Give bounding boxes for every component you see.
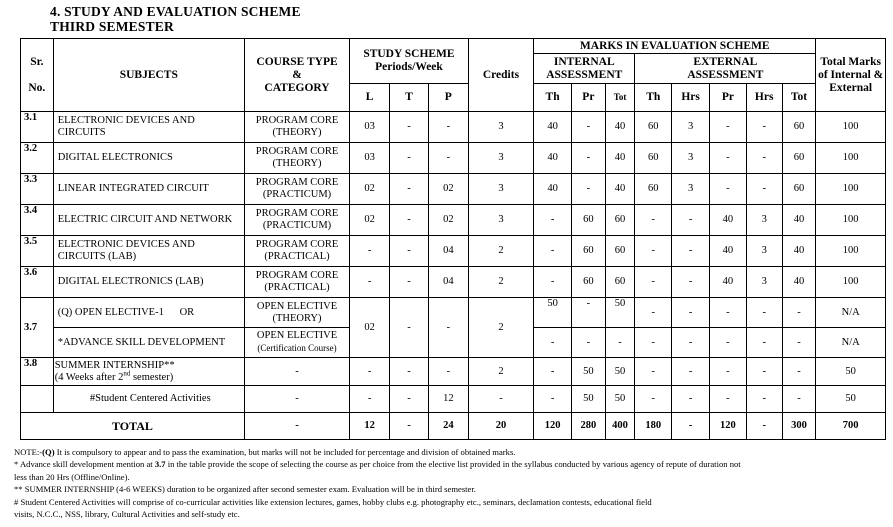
ext-pr-cell: -	[710, 174, 747, 205]
table-row	[21, 386, 886, 413]
subjects-header: SUBJECTS	[53, 39, 244, 112]
ext-tot-cell: 40	[782, 236, 816, 267]
notes-section	[14, 446, 890, 520]
credits-cell: 2	[468, 236, 533, 267]
int-th-cell: -	[534, 236, 572, 267]
study-scheme-header: STUDY SCHEME Periods/Week	[350, 39, 469, 84]
credits-cell: -	[468, 386, 533, 413]
ext-hrs-cell: 3	[672, 112, 710, 143]
sr-cell: 3.7	[21, 298, 54, 358]
total-label: TOTAL	[21, 413, 245, 440]
note-advance-skill: * Advance skill development mention at 3.7 in the table provide the scope of selecting the course as per choice from the elective list provided in the syllabus conducted by various agency of repute of duration not	[14, 459, 741, 470]
ext-hrs2-cell: -	[746, 298, 782, 328]
credits-cell: 3	[468, 143, 533, 174]
evaluation-scheme-table	[20, 38, 886, 440]
sr-cell: 3.2	[21, 143, 54, 174]
sr-cell	[21, 386, 54, 413]
int-tot-cell: 40	[605, 112, 635, 143]
table-row	[21, 358, 886, 386]
ext-hrs-cell: -	[672, 205, 710, 236]
int-th-cell: -	[534, 267, 572, 298]
p-cell: 02	[428, 174, 468, 205]
total-cell: 50	[816, 358, 886, 386]
int-pr-cell: -	[572, 328, 606, 358]
ext-th-cell: -	[635, 358, 672, 386]
subject-cell: *ADVANCE SKILL DEVELOPMENT	[53, 328, 244, 358]
int-tot-cell: 40	[605, 143, 635, 174]
p-cell: 12	[428, 386, 468, 413]
l-cell: 12	[350, 413, 390, 440]
course-type-cell: PROGRAM CORE (PRACTICAL)	[244, 267, 349, 298]
table-row	[21, 236, 886, 267]
subject-cell: ELECTRIC CIRCUIT AND NETWORK	[53, 205, 244, 236]
total-cell: 100	[816, 267, 886, 298]
course-type-cell: -	[244, 413, 349, 440]
subject-cell: LINEAR INTEGRATED CIRCUIT	[53, 174, 244, 205]
int-tot-cell: 40	[605, 174, 635, 205]
course-type-cell: PROGRAM CORE (PRACTICAL)	[244, 236, 349, 267]
ext-hrs2-cell: -	[746, 358, 782, 386]
total-cell: 100	[816, 143, 886, 174]
ext-tot-cell: 40	[782, 267, 816, 298]
ext-th-cell: 60	[635, 174, 672, 205]
ext-hrs-cell: -	[672, 328, 710, 358]
ext-hrs-cell: -	[672, 358, 710, 386]
marks-evaluation-header: MARKS IN EVALUATION SCHEME	[534, 39, 816, 54]
ext-pr-cell: 120	[710, 413, 747, 440]
ext-pr-header: Pr	[710, 84, 747, 112]
int-pr-cell: -	[572, 298, 606, 328]
total-row	[21, 413, 886, 440]
credits-cell: 2	[468, 298, 533, 358]
credits-cell: 2	[468, 267, 533, 298]
int-th-header: Th	[534, 84, 572, 112]
int-tot-cell: -	[605, 328, 635, 358]
int-tot-cell: 60	[605, 236, 635, 267]
semester-title: THIRD SEMESTER	[50, 19, 174, 34]
ext-tot-cell: -	[782, 386, 816, 413]
ext-hrs2-cell: -	[746, 174, 782, 205]
ext-hrs-cell: 3	[672, 174, 710, 205]
section-heading	[50, 4, 301, 34]
l-cell: 03	[350, 112, 390, 143]
l-cell: -	[350, 358, 390, 386]
ext-hrs2-header: Hrs	[746, 84, 782, 112]
total-cell: 700	[816, 413, 886, 440]
total-cell: 100	[816, 174, 886, 205]
t-cell: -	[390, 358, 429, 386]
credits-cell: 3	[468, 174, 533, 205]
t-cell: -	[390, 143, 429, 174]
subject-cell: SUMMER INTERNSHIP** (4 Weeks after 2nd semester)	[53, 358, 244, 386]
p-cell: 02	[428, 205, 468, 236]
ext-hrs2-cell: 3	[746, 205, 782, 236]
course-type-cell: PROGRAM CORE (PRACTICUM)	[244, 174, 349, 205]
ext-th-cell: -	[635, 205, 672, 236]
int-th-cell: 40	[534, 112, 572, 143]
subject-cell: #Student Centered Activities	[53, 386, 244, 413]
int-th-cell: 40	[534, 143, 572, 174]
p-header: P	[428, 84, 468, 112]
table-row	[21, 298, 886, 328]
credits-cell: 2	[468, 358, 533, 386]
l-cell: -	[350, 267, 390, 298]
t-header: T	[390, 84, 429, 112]
internal-assessment-header: INTERNAL ASSESSMENT	[534, 54, 635, 84]
table-row	[21, 205, 886, 236]
sr-cell: 3.5	[21, 236, 54, 267]
external-assessment-header: EXTERNAL ASSESSMENT	[635, 54, 816, 84]
course-type-cell: -	[244, 358, 349, 386]
int-th-cell: 120	[534, 413, 572, 440]
subject-cell: DIGITAL ELECTRONICS	[53, 143, 244, 174]
int-tot-cell: 400	[605, 413, 635, 440]
l-header: L	[350, 84, 390, 112]
int-pr-header: Pr	[572, 84, 606, 112]
table-row	[21, 143, 886, 174]
ext-pr-cell: -	[710, 386, 747, 413]
course-type-cell: PROGRAM CORE (PRACTICUM)	[244, 205, 349, 236]
int-tot-cell: 50	[605, 386, 635, 413]
int-tot-cell: 60	[605, 205, 635, 236]
int-th-cell: -	[534, 358, 572, 386]
total-cell: N/A	[816, 298, 886, 328]
total-marks-header: Total Marks of Internal & External	[816, 39, 886, 112]
ext-th-cell: 180	[635, 413, 672, 440]
total-cell: N/A	[816, 328, 886, 358]
ext-hrs2-cell: -	[746, 112, 782, 143]
int-th-cell: 40	[534, 174, 572, 205]
ext-tot-cell: -	[782, 358, 816, 386]
ext-th-cell: -	[635, 328, 672, 358]
ext-th-cell: -	[635, 267, 672, 298]
ext-th-cell: 60	[635, 112, 672, 143]
sr-cell: 3.1	[21, 112, 54, 143]
ext-hrs-cell: -	[672, 267, 710, 298]
ext-hrs-cell: -	[672, 236, 710, 267]
int-th-cell: 50	[534, 298, 572, 328]
p-cell: -	[428, 112, 468, 143]
ext-hrs2-cell: 3	[746, 236, 782, 267]
note-activities-cont: visits, N.C.C., NSS, library, Cultural Activities and self-study etc.	[14, 509, 240, 520]
total-cell: 100	[816, 112, 886, 143]
int-pr-cell: 60	[572, 236, 606, 267]
sr-cell: 3.8	[21, 358, 54, 386]
p-cell: -	[428, 358, 468, 386]
int-pr-cell: 280	[572, 413, 606, 440]
ext-tot-cell: 300	[782, 413, 816, 440]
note-advance-skill-cont: less than 20 Hrs (Offline/Online).	[14, 471, 130, 482]
ext-pr-cell: -	[710, 358, 747, 386]
ext-pr-cell: -	[710, 328, 747, 358]
ext-hrs-header: Hrs	[672, 84, 710, 112]
t-cell: -	[390, 298, 429, 358]
int-th-cell: -	[534, 328, 572, 358]
l-cell: -	[350, 236, 390, 267]
ext-hrs2-cell: -	[746, 386, 782, 413]
int-tot-cell: 60	[605, 267, 635, 298]
ext-th-header: Th	[635, 84, 672, 112]
ext-hrs-cell: -	[672, 298, 710, 328]
sr-no-header: Sr. No.	[21, 39, 54, 112]
int-pr-cell: 50	[572, 386, 606, 413]
sr-cell: 3.6	[21, 267, 54, 298]
ext-hrs2-cell: -	[746, 413, 782, 440]
table-row	[21, 112, 886, 143]
ext-tot-cell: 40	[782, 205, 816, 236]
t-cell: -	[390, 386, 429, 413]
ext-tot-cell: 60	[782, 143, 816, 174]
ext-th-cell: 60	[635, 143, 672, 174]
t-cell: -	[390, 236, 429, 267]
int-tot-header: Tot	[605, 84, 635, 112]
table-row	[21, 174, 886, 205]
int-pr-cell: -	[572, 112, 606, 143]
l-cell: 02	[350, 298, 390, 358]
subject-cell: (Q) OPEN ELECTIVE-1 OR	[53, 298, 244, 328]
l-cell: 03	[350, 143, 390, 174]
note-activities: # Student Centered Activities will comprise of co-curricular activities like extension lectures, games, hobby clubs e.g. photography etc., seminars, declamation contests, educational field	[14, 496, 652, 507]
int-tot-cell: 50	[605, 358, 635, 386]
sr-cell: 3.4	[21, 205, 54, 236]
ext-hrs2-cell: -	[746, 328, 782, 358]
ext-hrs2-cell: 3	[746, 267, 782, 298]
ext-tot-cell: -	[782, 328, 816, 358]
ext-tot-header: Tot	[782, 84, 816, 112]
subject-cell: ELECTRONIC DEVICES AND CIRCUITS (LAB)	[53, 236, 244, 267]
int-pr-cell: -	[572, 174, 606, 205]
ext-pr-cell: -	[710, 143, 747, 174]
ext-hrs-cell: 3	[672, 143, 710, 174]
t-cell: -	[390, 112, 429, 143]
p-cell: 24	[428, 413, 468, 440]
ext-th-cell: -	[635, 236, 672, 267]
ext-pr-cell: 40	[710, 236, 747, 267]
section-title: 4. STUDY AND EVALUATION SCHEME	[50, 4, 301, 19]
ext-tot-cell: 60	[782, 112, 816, 143]
course-type-cell: OPEN ELECTIVE (THEORY)	[244, 298, 349, 328]
p-cell: 04	[428, 236, 468, 267]
ext-hrs-cell: -	[672, 386, 710, 413]
p-cell: -	[428, 298, 468, 358]
p-cell: -	[428, 143, 468, 174]
total-cell: 100	[816, 236, 886, 267]
ext-pr-cell: -	[710, 298, 747, 328]
credits-cell: 20	[468, 413, 533, 440]
sr-cell: 3.3	[21, 174, 54, 205]
credits-header: Credits	[468, 39, 533, 112]
t-cell: -	[390, 174, 429, 205]
course-type-header: COURSE TYPE & CATEGORY	[244, 39, 349, 112]
ext-pr-cell: 40	[710, 267, 747, 298]
credits-cell: 3	[468, 205, 533, 236]
course-type-cell: PROGRAM CORE (THEORY)	[244, 112, 349, 143]
subject-cell: DIGITAL ELECTRONICS (LAB)	[53, 267, 244, 298]
table-row	[21, 267, 886, 298]
ext-hrs-cell: -	[672, 413, 710, 440]
int-pr-cell: 60	[572, 205, 606, 236]
course-type-cell: PROGRAM CORE (THEORY)	[244, 143, 349, 174]
l-cell: 02	[350, 174, 390, 205]
t-cell: -	[390, 267, 429, 298]
ext-pr-cell: -	[710, 112, 747, 143]
ext-tot-cell: -	[782, 298, 816, 328]
ext-pr-cell: 40	[710, 205, 747, 236]
int-th-cell: -	[534, 205, 572, 236]
int-pr-cell: 60	[572, 267, 606, 298]
int-tot-cell: 50	[605, 298, 635, 328]
ext-th-cell: -	[635, 386, 672, 413]
int-th-cell: -	[534, 386, 572, 413]
credits-cell: 3	[468, 112, 533, 143]
course-type-cell: OPEN ELECTIVE (Certification Course)	[244, 328, 349, 358]
t-cell: -	[390, 413, 429, 440]
l-cell: 02	[350, 205, 390, 236]
total-cell: 50	[816, 386, 886, 413]
note-q: NOTE:-(Q) It is compulsory to appear and to pass the examination, but marks will not be included for percentage and division of obtained marks.	[14, 447, 516, 457]
l-cell: -	[350, 386, 390, 413]
subject-cell: ELECTRONIC DEVICES AND CIRCUITS	[53, 112, 244, 143]
note-internship: ** SUMMER INTERNSHIP (4-6 WEEKS) duration to be organized after second semester exam. Evaluation will be in third semester.	[14, 484, 476, 495]
ext-hrs2-cell: -	[746, 143, 782, 174]
p-cell: 04	[428, 267, 468, 298]
t-cell: -	[390, 205, 429, 236]
int-pr-cell: -	[572, 143, 606, 174]
ext-tot-cell: 60	[782, 174, 816, 205]
ext-th-cell: -	[635, 298, 672, 328]
total-cell: 100	[816, 205, 886, 236]
course-type-cell: -	[244, 386, 349, 413]
int-pr-cell: 50	[572, 358, 606, 386]
